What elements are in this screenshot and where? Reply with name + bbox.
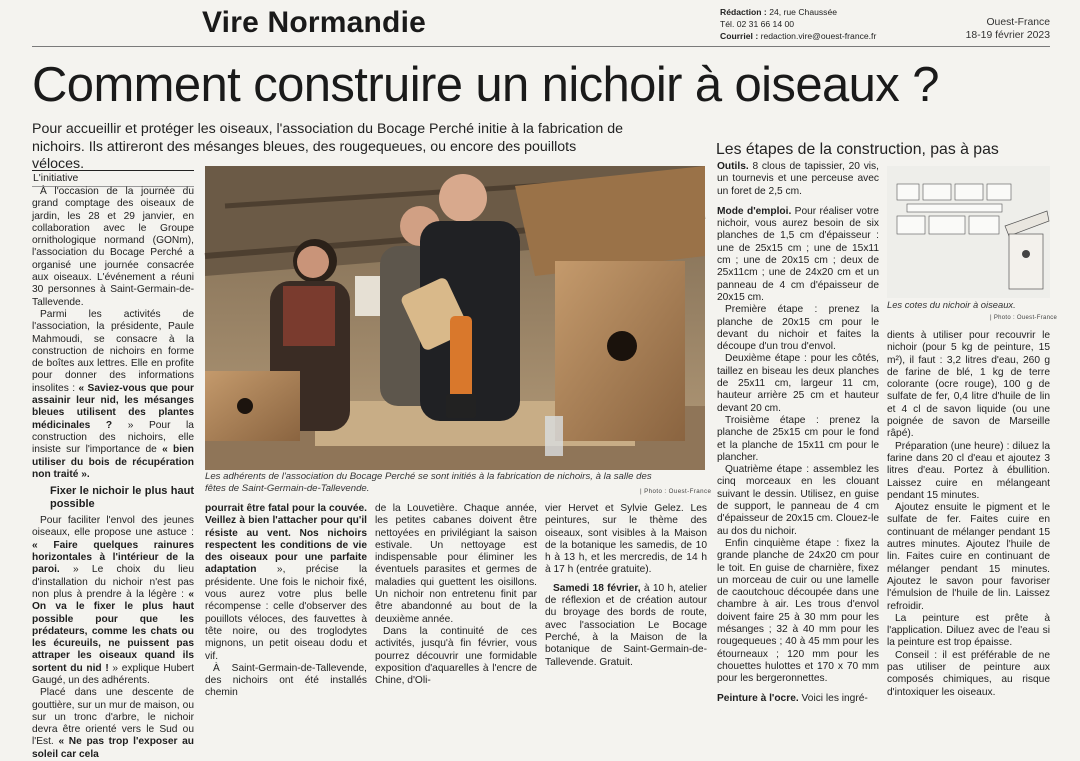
headline: Comment construire un nichoir à oiseaux ? bbox=[32, 58, 939, 112]
ocre-label: Peinture à l'ocre. bbox=[717, 693, 799, 705]
paragraph bbox=[717, 161, 879, 198]
text: » Pour la construction des nichoirs, elle insiste sur l'importance de bbox=[32, 419, 194, 456]
workshop-photo-illustration bbox=[205, 166, 705, 470]
text: » Le choix du lieu d'installation du nichoir n'est pas non plus à prendre à la légère : bbox=[32, 564, 194, 600]
text: » explique Hubert Gaugé, un des adhérents. bbox=[32, 662, 194, 686]
text: », précise la présidente. Une fois le nichoir fixé, vous aurez votre plus belle récompense : celle d'observer des pouillots véloces, des fauvettes à tête noire, ou des troglodytes mignons, un petit oiseau dodu et vif. bbox=[205, 564, 367, 662]
photo-caption: Les adhérents de l'association du Bocage Perché se sont initiés à la fabrication de nichoirs, à la salle des fêtes de Saint-Germain-de-Tallevende. bbox=[205, 471, 652, 494]
paint-column bbox=[887, 330, 1050, 698]
step-4: Quatrième étape : assemblez les cinq morceaux en les clouant suivant le dessin. Utilisez, en guise de support, le panneau de 4 cm d'épaisseur de 20x15 cm. Clouez-le au dos du nichoir. bbox=[717, 464, 879, 537]
quote: « Saviez-vous que pour assainir leur nid, les mésanges bleues utilisent des plantes médicinales ? bbox=[32, 382, 194, 431]
article-column-3 bbox=[375, 503, 537, 687]
paragraph: dients à utiliser pour recouvrir le nichoir (pour 5 kg de peinture, 15 m²), il faut : 3,2 litres d'eau, 260 g de farine de blé, 1 kg de terre colorante (ocre rouge), 100 g de sulfate de fer, 0,4 litre d'huile de lin et 4 cl de savon liquide (ou une poignée de savon de Marseille râpé). bbox=[887, 330, 1050, 440]
step-1: Première étape : prenez la planche de 20x15 cm pour le devant du nichoir et faites la découpe d'un trou d'envol. bbox=[717, 304, 879, 353]
step-5: Enfin cinquième étape : fixez la grande planche de 24x20 cm pour le toit. En guise de charnière, fixez un morceau de cuir ou une lamelle de caoutchouc découpée dans une chambre à air. Les trous d'envol doivent faire 25 à 30 mm pour les mésanges ; 32 à 40 mm pour les rougequeues ; 40 à 45 mm pour les étourneaux ; 120 mm pour les chouettes hulottes et 170 x 70 mm pour les bergeronnettes. bbox=[717, 537, 879, 685]
paragraph bbox=[32, 309, 194, 481]
article-column-1 bbox=[32, 186, 194, 760]
step-3: Troisième étape : prenez la planche de 25x15 cm pour le fond et la planche de 15x11 cm pour le plancher. bbox=[717, 414, 879, 463]
text: 8 clous de tapissier, 20 vis, un tournevis et une perceuse avec un foret de 2,5 cm. bbox=[717, 161, 879, 197]
paragraph: À Saint-Germain-de-Tallevende, des nichoirs ont été installés chemin bbox=[205, 662, 367, 699]
paper-info bbox=[950, 16, 1050, 42]
paper-name: Ouest-France bbox=[986, 17, 1050, 28]
courriel-link[interactable]: redaction.vire@ouest-france.fr bbox=[760, 31, 877, 41]
paragraph: vier Hervet et Sylvie Gelez. Les peintures, sur le thème des oiseaux, sont visibles à la Maison de la botanique les samedis, de 10 h à 13 h, et les mercredis, de 14 h à 17 h (entrée gratuite). bbox=[545, 503, 707, 576]
article-column-2 bbox=[205, 503, 367, 699]
paragraph: La peinture est prête à l'application. Diluez avec de l'eau si la peinture est trop épaisse. bbox=[887, 612, 1050, 649]
paragraph: À l'occasion de la journée du grand comptage des oiseaux de jardin, les 28 et 29 janvier, en collaboration avec le Groupe ornithologique normand (GONm), l'association du Bocage Perché a organisé une journée consacrée aux oiseaux. L'événement a réuni 30 personnes à Saint-Germain-de-Tallevende. bbox=[32, 186, 194, 308]
photo-credit: | Photo : Ouest-France bbox=[640, 488, 712, 495]
quote: « Faire quelques rainures horizontales à l'intérieur de la paroi. bbox=[32, 539, 194, 576]
text: Pour réaliser votre nichoir, vous aurez besoin de six planches de 1,5 cm d'épaisseur : une de 25x15 cm ; une de 15x11 cm ; une de 20x15 cm ; deux de 25x11cm ; une de 24x20 cm et un panneau de 4 cm d'épaisseur de 20x15 cm. bbox=[717, 205, 879, 303]
paragraph: Dans la continuité de ces activités, jusqu'à fin février, vous pourrez découvrir une formidable exposition d'aquarelles à l'encre de Chine, d'Oli- bbox=[375, 625, 537, 687]
paragraph bbox=[717, 693, 879, 705]
redaction-address: 24, rue Chaussée bbox=[769, 7, 838, 17]
quote: pourrait être fatal pour la couvée. Veillez à bien l'attacher pour qu'il résiste au vent. Nos nichoirs respectent les conditions de vie des oiseaux pour une parfaite adaptation bbox=[205, 503, 367, 576]
paragraph: Conseil : il est préférable de ne pas utiliser de peinture aux composés chimiques, au risque d'intoxiquer les oiseaux. bbox=[887, 649, 1050, 698]
birdhouse-diagram-photo bbox=[887, 166, 1050, 298]
paragraph: Préparation (une heure) : diluez la farine dans 20 cl d'eau et ajoutez 3 litres d'eau. Portez à ébullition. Laissez cuire en mélangeant pendant 15 minutes. bbox=[887, 440, 1050, 501]
text: Pour faciliter l'envol des jeunes oiseaux, elle propose une astuce : bbox=[32, 515, 194, 539]
redaction-label: Rédaction : bbox=[720, 7, 767, 17]
quote: « On va le fixer le plus haut possible pour que les prédateurs, comme les chats ou les écureuils, ne puissent pas attraper les oiseaux quand ils sortent du nid ! bbox=[32, 588, 194, 674]
article-column-4 bbox=[545, 503, 707, 672]
paper-date: 18-19 février 2023 bbox=[965, 30, 1050, 41]
text: Voici les ingré- bbox=[801, 693, 868, 705]
birdhouse-diagram-illustration bbox=[887, 166, 1050, 298]
masthead-divider bbox=[32, 46, 1050, 47]
paragraph bbox=[32, 687, 194, 761]
section-title: Vire Normandie bbox=[202, 6, 426, 39]
sidebar-title: Les étapes de la construction, pas à pas bbox=[716, 141, 999, 158]
text: Parmi les activités de l'association, la présidente, Paule Mahmoudi, se consacre à la construction de nichoirs en forme de boîtes aux lettres. Elle en profite pour donner des informations insolites : bbox=[32, 308, 194, 394]
masthead-contact bbox=[720, 6, 900, 42]
chapo: Pour accueillir et protéger les oiseaux, l'association du Bocage Perché initie à la fabrication de nichoirs. Ils attireront des mésanges bleues, des rougequeues, ou encore des pouillots véloces. bbox=[32, 121, 624, 172]
paragraph: Ajoutez ensuite le pigment et le sulfate de fer. Faites cuire en continuant de mélanger pendant 15 autres minutes. Ajoutez l'huile de lin. Faites cuire en continuant de mélanger pendant 15 minutes. Ajoutez le savon pour favoriser l'émulsion de l'huile de lin. Laissez refroidir. bbox=[887, 502, 1050, 612]
quote: « bien utiliser du bois de récupération non traité ». bbox=[32, 444, 194, 480]
outils-label: Outils. bbox=[717, 161, 749, 172]
paragraph bbox=[717, 206, 879, 304]
text: à 10 h, atelier de réflexion et de création autour du broyage des bords de route, avec l'association Le Bocage Perché, à la Maison de la botanique de Saint-Germain-de-Tallevende. Gratuit. bbox=[545, 582, 707, 668]
steps-column bbox=[717, 161, 879, 705]
step-2: Deuxième étape : pour les côtés, taillez en biseau les deux planches de 25x11 cm, largeur 11 cm, hauteur arrière 25 cm et hauteur devant 20 cm. bbox=[717, 353, 879, 414]
phone: Tél. 02 31 66 14 00 bbox=[720, 19, 795, 29]
paragraph bbox=[545, 583, 707, 669]
paragraph bbox=[205, 503, 367, 663]
courriel-label: Courriel : bbox=[720, 31, 759, 41]
workshop-photo bbox=[205, 166, 705, 470]
paragraph bbox=[32, 515, 194, 687]
diagram-credit: | Photo : Ouest-France bbox=[990, 315, 1058, 321]
quote: « Ne pas trop l'exposer au soleil car cela bbox=[32, 736, 194, 760]
diagram-caption: Les cotes du nichoir à oiseaux. bbox=[887, 299, 1016, 310]
event-date: Samedi 18 février, bbox=[553, 582, 641, 594]
subhead: Fixer le nichoir le plus haut possible bbox=[50, 485, 194, 510]
mode-label: Mode d'emploi. bbox=[717, 205, 792, 217]
kicker: L'initiative bbox=[32, 170, 194, 187]
paragraph: de la Louvetière. Chaque année, les petites cabanes doivent être nettoyées en privilégiant la saison estivale. Un nettoyage est indispensable pour éliminer les éventuels parasites et germes de maladies qui guettent les oisillons. Un nichoir non entretenu finit par être abandonné au bout de la deuxième année. bbox=[375, 503, 537, 625]
text: Placé dans une descente de gouttière, sur un mur de maison, ou sur un tronc d'arbre, le nichoir devra être orienté vers le Sud ou l'Est. bbox=[32, 687, 194, 748]
